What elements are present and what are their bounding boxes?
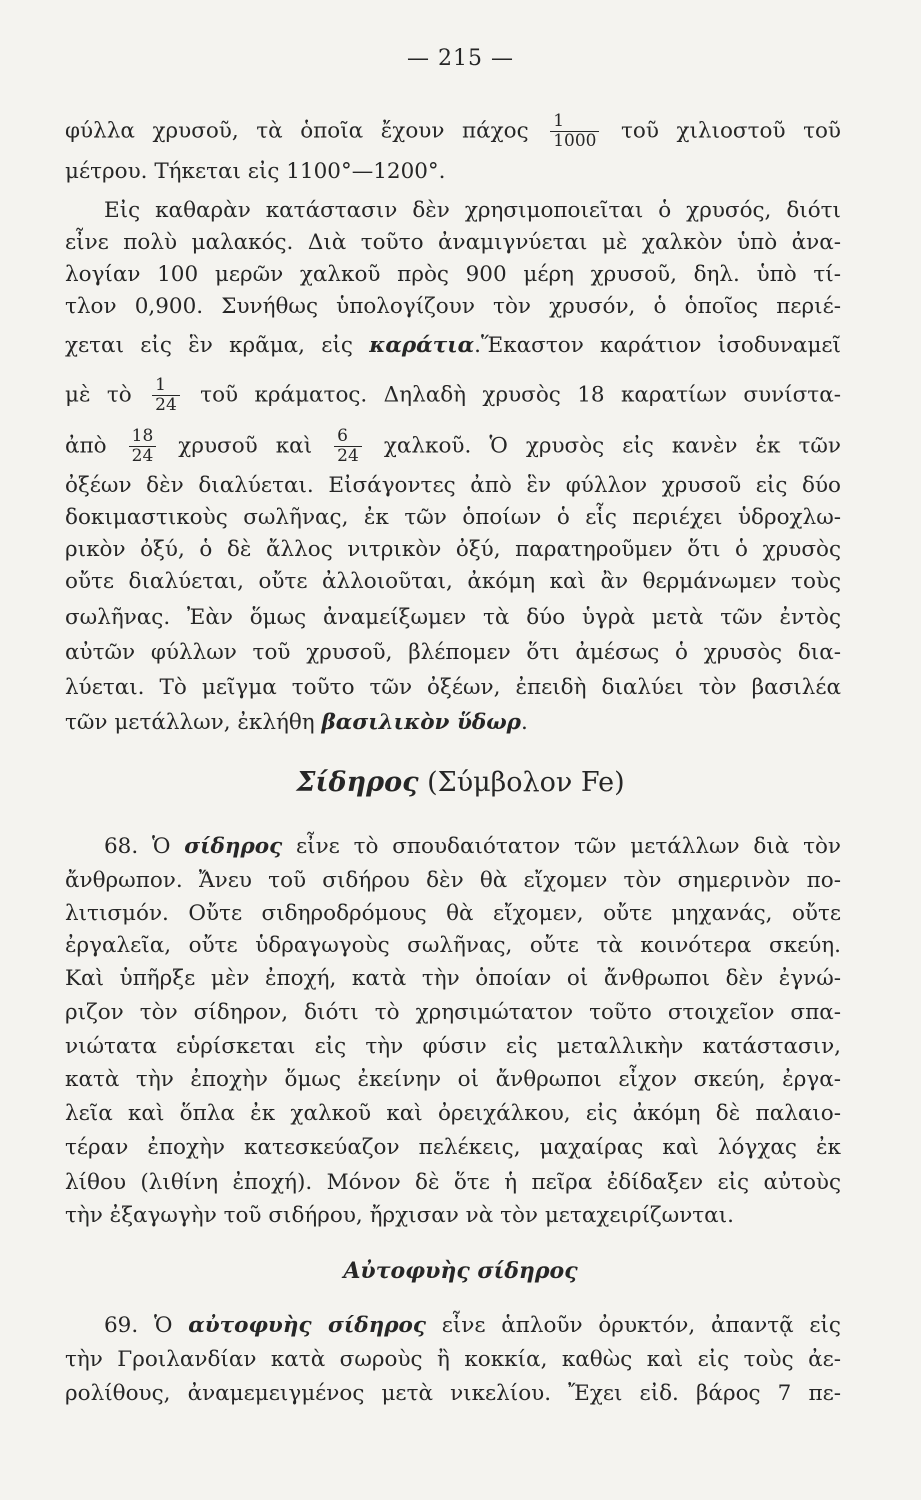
text-line: κατὰ τὴν ἐποχὴν ὅμως ἐκείνην οἱ ἄνθρωποι εἶχον σκεύη, ἐργα-	[65, 1067, 841, 1092]
text-line	[65, 376, 841, 415]
section-heading	[0, 767, 921, 798]
text-line: τέραν ἐποχὴν κατεσκεύαζον πελέκεις, μαχαίρας καὶ λόγχας ἐκ	[65, 1135, 841, 1160]
term-vasilikon-ydor: βασιλικὸν ὕδωρ	[321, 710, 521, 735]
text-line: ριζον τὸν σίδηρον, διότι τὸ χρησιμώτατον τοῦτο στοιχεῖον σπα-	[65, 1000, 841, 1025]
text-line	[65, 427, 841, 466]
text-line: ὀξέων δὲν διαλύεται. Εἰσάγοντες ἀπὸ ἓν φύλλον χρυσοῦ εἰς δύο	[65, 473, 841, 498]
text-line: ἄνθρωπον. Ἄνευ τοῦ σιδήρου δὲν θὰ εἴχομεν τὸν σημερινὸν πο-	[65, 868, 841, 893]
text-line	[65, 708, 841, 738]
fraction-numerator: 6	[337, 426, 348, 446]
text-line	[65, 331, 841, 361]
fraction-numerator: 1	[155, 375, 166, 395]
text-span: .	[520, 710, 528, 735]
text-line: μέτρου. Τήκεται εἰς 1100°—1200°.	[65, 159, 446, 184]
subsection-heading: Αὐτοφυὴς σίδηρος	[343, 1258, 578, 1284]
text-line: σωλῆνας. Ἐὰν ὅμως ἀναμείξωμεν τὰ δύο ὑγρὰ μετὰ τῶν ἐντὸς	[65, 605, 841, 630]
fraction-numerator: 1	[553, 111, 565, 131]
text-line: λιτισμόν. Οὔτε σιδηροδρόμους θὰ εἴχομεν, οὔτε μηχανάς, οὔτε	[65, 901, 841, 926]
text-line: αὐτῶν φύλλων τοῦ χρυσοῦ, βλέπομεν ὅτι ἀμέσως ὁ χρυσὸς δια-	[65, 640, 841, 665]
text-line: λεῖα καὶ ὅπλα ἐκ χαλκοῦ καὶ ὀρειχάλκου, εἰς ἀκόμη δὲ παλαιο-	[65, 1101, 841, 1126]
text-span: μὲ τὸ	[65, 382, 132, 408]
text-line: Εἰς καθαρὰν κατάστασιν δὲν χρησιμοποιεῖται ὁ χρυσός, διότι	[104, 198, 841, 223]
text-line: ρολίθους, ἀναμεμειγμένος μετὰ νικελίου. Ἔχει εἰδ. βάρος 7 πε-	[65, 1381, 841, 1406]
fraction-denominator: 24	[334, 446, 362, 466]
fraction-denominator: 1000	[550, 131, 599, 151]
term-autofyis-sidiros: αὐτοφυὴς σίδηρος	[188, 1313, 426, 1338]
text-line: οὔτε διαλύεται, οὔτε ἀλλοιοῦται, ἀκόμη καὶ ἂν θερμάνωμεν τοὺς	[65, 569, 841, 594]
term-sidiros: σίδηρος	[184, 834, 283, 859]
text-line: νιώτατα εὑρίσκεται εἰς τὴν φύσιν εἰς μεταλλικὴν κατάστασιν,	[65, 1034, 841, 1059]
text-line: λύεται. Τὸ μεῖγμα τοῦτο τῶν ὀξέων, ἐπειδὴ διαλύει τὸν βασιλέα	[65, 675, 841, 700]
heading-italic: Σίδηρος	[296, 767, 419, 798]
text-line	[104, 1311, 841, 1341]
text-span: χρυσοῦ καὶ	[178, 433, 313, 459]
fraction	[129, 427, 157, 466]
text-span: τοῦ κράματος. Δηλαδὴ χρυσὸς 18 καρατίων συνίστα-	[200, 382, 841, 408]
text-span: χεται εἰς ἓν κρᾶμα, εἰς	[65, 333, 353, 358]
fraction	[550, 112, 599, 151]
text-span: τοῦ χιλιοστοῦ τοῦ	[621, 118, 841, 144]
paragraph-number: 69. Ὁ	[104, 1313, 173, 1338]
text-span: τῶν μετάλλων, ἐκλήθη	[65, 710, 315, 735]
text-span: εἶνε τὸ σπουδαιότατον τῶν μετάλλων διὰ τὸν	[296, 834, 841, 859]
text-span: ἀπὸ	[65, 433, 107, 459]
text-line: λογίαν 100 μερῶν χαλκοῦ πρὸς 900 μέρη χρυσοῦ, δηλ. ὑπὸ τί-	[65, 262, 841, 287]
fraction-denominator: 24	[129, 446, 157, 466]
fraction-numerator: 18	[131, 426, 154, 446]
text-line: δοκιμαστικοὺς σωλῆνας, ἐκ τῶν ὁποίων ὁ εἷς περιέχει ὑδροχλω-	[65, 505, 841, 530]
text-span: .Ἕκαστον καράτιον ἰσοδυναμεῖ	[474, 333, 841, 358]
text-line: τὴν ἐξαγωγὴν τοῦ σιδήρου, ἤρχισαν νὰ τὸν μεταχειρίζωνται.	[65, 1203, 734, 1228]
page-number: — 215 —	[407, 46, 514, 71]
text-line: ἐργαλεῖα, οὔτε ὑδραγωγοὺς σωλῆνας, οὔτε τὰ κοινότερα σκεύη.	[65, 933, 841, 958]
text-line: εἶνε πολὺ μαλακός. Διὰ τοῦτο ἀναμιγνύεται μὲ χαλκὸν ὑπὸ ἀνα-	[65, 230, 841, 255]
text-span: εἶνε ἁπλοῦν ὀρυκτόν, ἀπαντᾷ εἰς	[441, 1313, 841, 1338]
fraction	[152, 376, 180, 415]
text-line: τὴν Γροιλανδίαν κατὰ σωροὺς ἢ κοκκία, καθὼς καὶ εἰς τοὺς ἀε-	[65, 1347, 841, 1372]
text-line: λίθου (λιθίνη ἐποχή). Μόνον δὲ ὅτε ἡ πεῖρα ἐδίδαξεν εἰς αὐτοὺς	[65, 1170, 841, 1195]
term-karatia: καράτια	[369, 333, 475, 358]
text-line	[104, 832, 841, 862]
text-line	[65, 112, 841, 151]
fraction	[334, 427, 362, 466]
heading-symbol: (Σύμβολον Fe)	[418, 767, 625, 798]
paragraph-number: 68. Ὁ	[104, 834, 171, 859]
text-line: τλον 0,900. Συνήθως ὑπολογίζουν τὸν χρυσόν, ὁ ὁποῖος περιέ-	[65, 294, 841, 319]
text-span: χαλκοῦ. Ὁ χρυσὸς εἰς κανὲν ἐκ τῶν	[383, 433, 842, 459]
text-span: φύλλα χρυσοῦ, τὰ ὁποῖα ἔχουν πάχος	[65, 118, 529, 144]
text-line: Καὶ ὑπῆρξε μὲν ἐποχή, κατὰ τὴν ὁποίαν οἱ ἄνθρωποι δὲν ἐγνώ-	[65, 966, 841, 991]
fraction-denominator: 24	[152, 395, 180, 415]
text-line: ρικὸν ὀξύ, ὁ δὲ ἄλλος νιτρικὸν ὀξύ, παρατηροῦμεν ὅτι ὁ χρυσὸς	[65, 537, 841, 562]
